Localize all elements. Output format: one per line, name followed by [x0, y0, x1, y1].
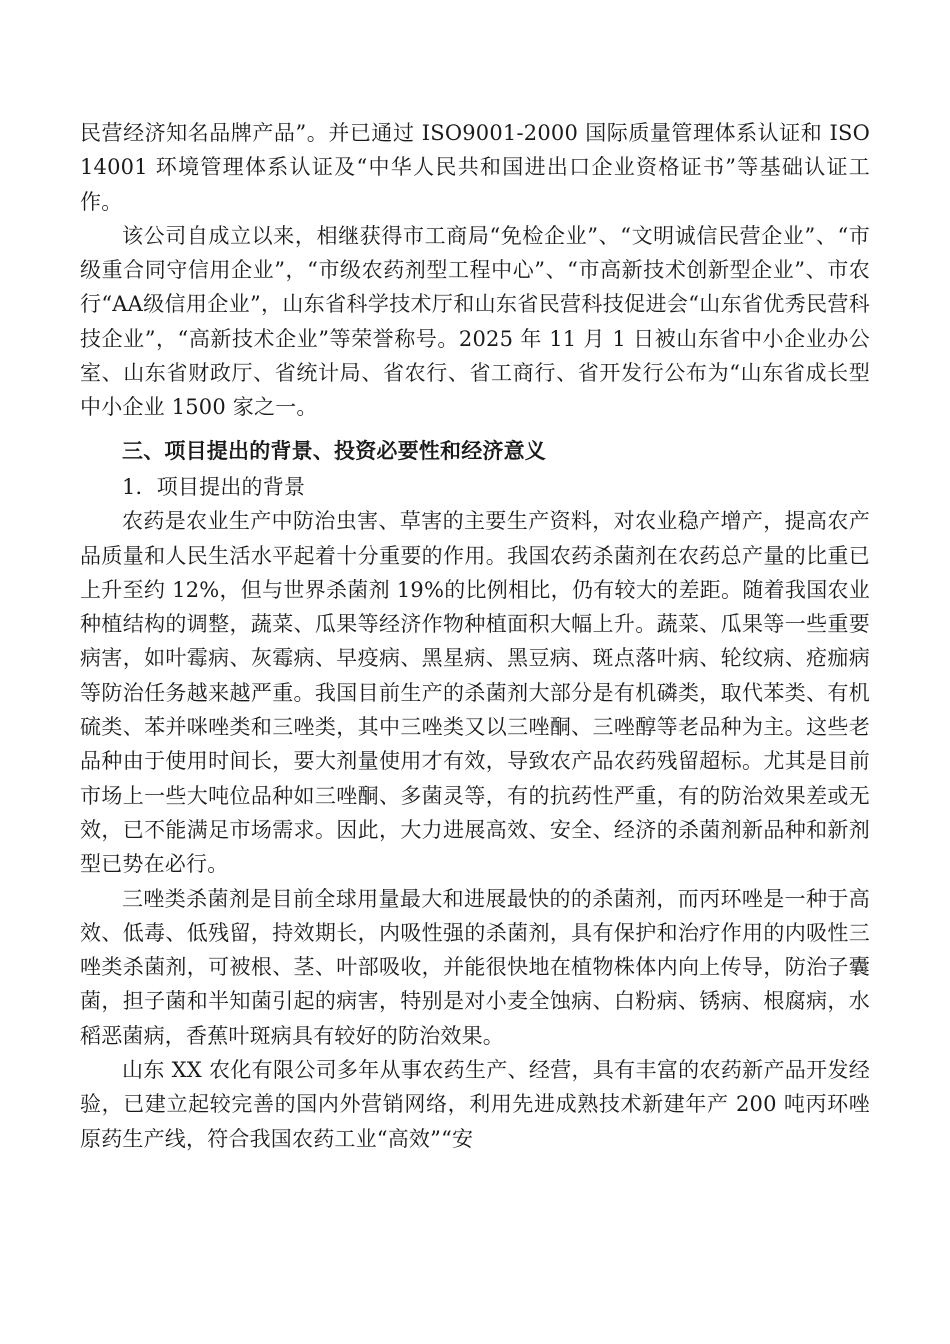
document-page [80, 116, 870, 1156]
section-heading: 三、项目提出的背景、投资必要性和经济意义 [122, 437, 546, 463]
paragraph-company-project: 山东 XX 农化有限公司多年从事农药生产、经营，具有丰富的农药新产品开发经验，已建立起较完善的国内外营销网络，利用先进成熟技术新建年产 200 吨丙环唑原药生产线，符合我国农药工业“高效”“安 [80, 1058, 870, 1151]
paragraph-certifications: 民营经济知名品牌产品”。并已通过 ISO9001-2000 国际质量管理体系认证和 ISO14001 环境管理体系认证及“中华人民共和国进出口企业资格证书”等基础认证工作。 [80, 121, 870, 214]
paragraph-honors: 该公司自成立以来，相继获得市工商局“免检企业”、“文明诚信民营企业”、“市级重合同守信用企业”，“市级农药剂型工程中心”、“市高新技术创新型企业”、市农行“AA级信用企业”，山东省科学技术厅和山东省民营科技促进会“山东省优秀民营科技企业”，“高新技术企业”等荣誉称号。2025 年 11 月 1 日被山东省中小企业办公室、山东省财政厅、省统计局、省农行、省工商行、省开发行公布为“山东省成长型中小企业 1500 家之一。 [80, 223, 870, 420]
paragraph-triazole: 三唑类杀菌剂是目前全球用量最大和进展最快的的杀菌剂，而丙环唑是一种于高效、低毒、低残留，持效期长，内吸性强的杀菌剂，具有保护和治疗作用的内吸性三唑类杀菌剂，可被根、茎、叶部吸收，并能很快地在植物株体内向上传导，防治子囊菌，担子菌和半知菌引起的病害，特别是对小麦全蚀病、白粉病、锈病、根腐病，水稻恶菌病，香蕉叶斑病具有较好的防治效果。 [80, 886, 870, 1048]
subsection-heading: 1．项目提出的背景 [122, 474, 306, 499]
paragraph-background: 农药是农业生产中防治虫害、草害的主要生产资料，对农业稳产增产，提高农产品质量和人民生活水平起着十分重要的作用。我国农药杀菌剂在农药总产量的比重已上升至约 12%，但与世界杀菌剂 19%的比例相比，仍有较大的差距。随着我国农业种植结构的调整，蔬菜、瓜果等经济作物种植面积大幅上升。蔬菜、瓜果等一些重要病害，如叶霉病、灰霉病、早疫病、黑星病、黑豆病、斑点落叶病、轮纹病、疮痂病等防治任务越来越严重。我国目前生产的杀菌剂大部分是有机磷类，取代苯类、有机硫类、苯并咪唑类和三唑类，其中三唑类又以三唑酮、三唑醇等老品种为主。这些老品种由于使用时间长，要大剂量使用才有效，导致农产品农药残留超标。尤其是目前市场上一些大吨位品种如三唑酮、多菌灵等，有的抗药性严重，有的防治效果差或无效，已不能满足市场需求。因此，大力进展高效、安全、经济的杀菌剂新品种和新剂型已势在必行。 [80, 509, 870, 877]
